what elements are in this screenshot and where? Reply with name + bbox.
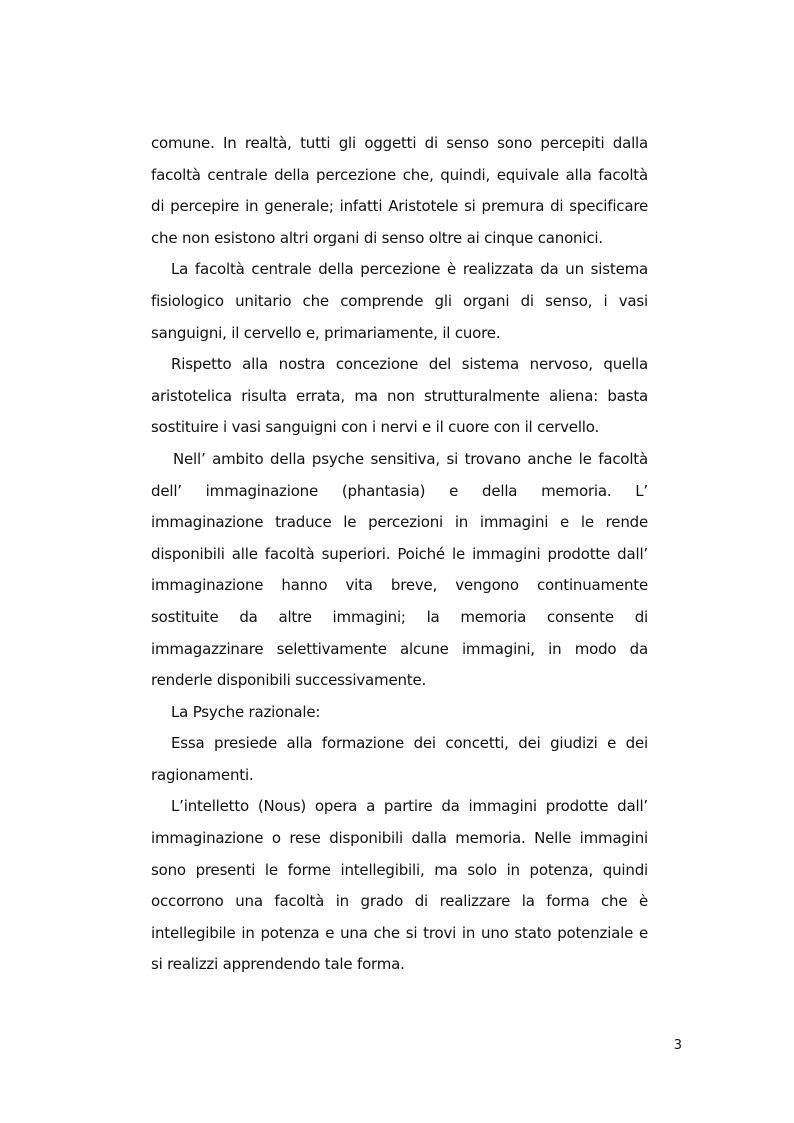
section-heading-rational-psyche: La Psyche razionale:	[171, 702, 321, 721]
paragraph-continuation: comune. In realtà, tutti gli oggetti di senso sono percepiti dalla facoltà centrale della percezione che, quindi, equivale alla facoltà di percepire in generale; infatti Aristotele si premura di specificare che non esistono altri organi di senso oltre ai cinque canonici.	[151, 134, 648, 247]
paragraph-imagination-memory: Nell’ ambito della psyche sensitiva, si trovano anche le facoltà dell’ immaginazione (phantasia) e della memoria. L’ immaginazione traduce le percezioni in immagini e le rende disponibili alle facoltà superiori. Poiché le immagini prodotte dall’ immaginazione hanno vita breve, vengono continuamente sostituite da altre immagini; la memoria consente di immagazzinare selettivamente alcune immagini, in modo da renderle disponibili successivamente.	[151, 449, 648, 690]
body-text	[151, 128, 648, 981]
paragraph-nervous-system: Rispetto alla nostra concezione del sistema nervoso, quella aristotelica risulta errata, ma non strutturalmente aliena: basta sostituire i vasi sanguigni con i nervi e il cuore con il cervello.	[151, 355, 648, 437]
page-number: 3	[673, 1038, 682, 1053]
paragraph-perception-system: La facoltà centrale della percezione è realizzata da un sistema fisiologico unitario che comprende gli organi di senso, i vasi sanguigni, il cervello e, primariamente, il cuore.	[151, 260, 648, 342]
paragraph-concepts: Essa presiede alla formazione dei concetti, dei giudizi e dei ragionamenti.	[151, 734, 648, 784]
paragraph-intellect: L’intelletto (Nous) opera a partire da immagini prodotte dall’ immaginazione o rese disponibili dalla memoria. Nelle immagini sono presenti le forme intellegibili, ma solo in potenza, quindi occorrono una facoltà in grado di realizzare la forma che è intellegibile in potenza e una che si trovi in uno stato potenziale e si realizzi apprendendo tale forma.	[151, 797, 648, 974]
